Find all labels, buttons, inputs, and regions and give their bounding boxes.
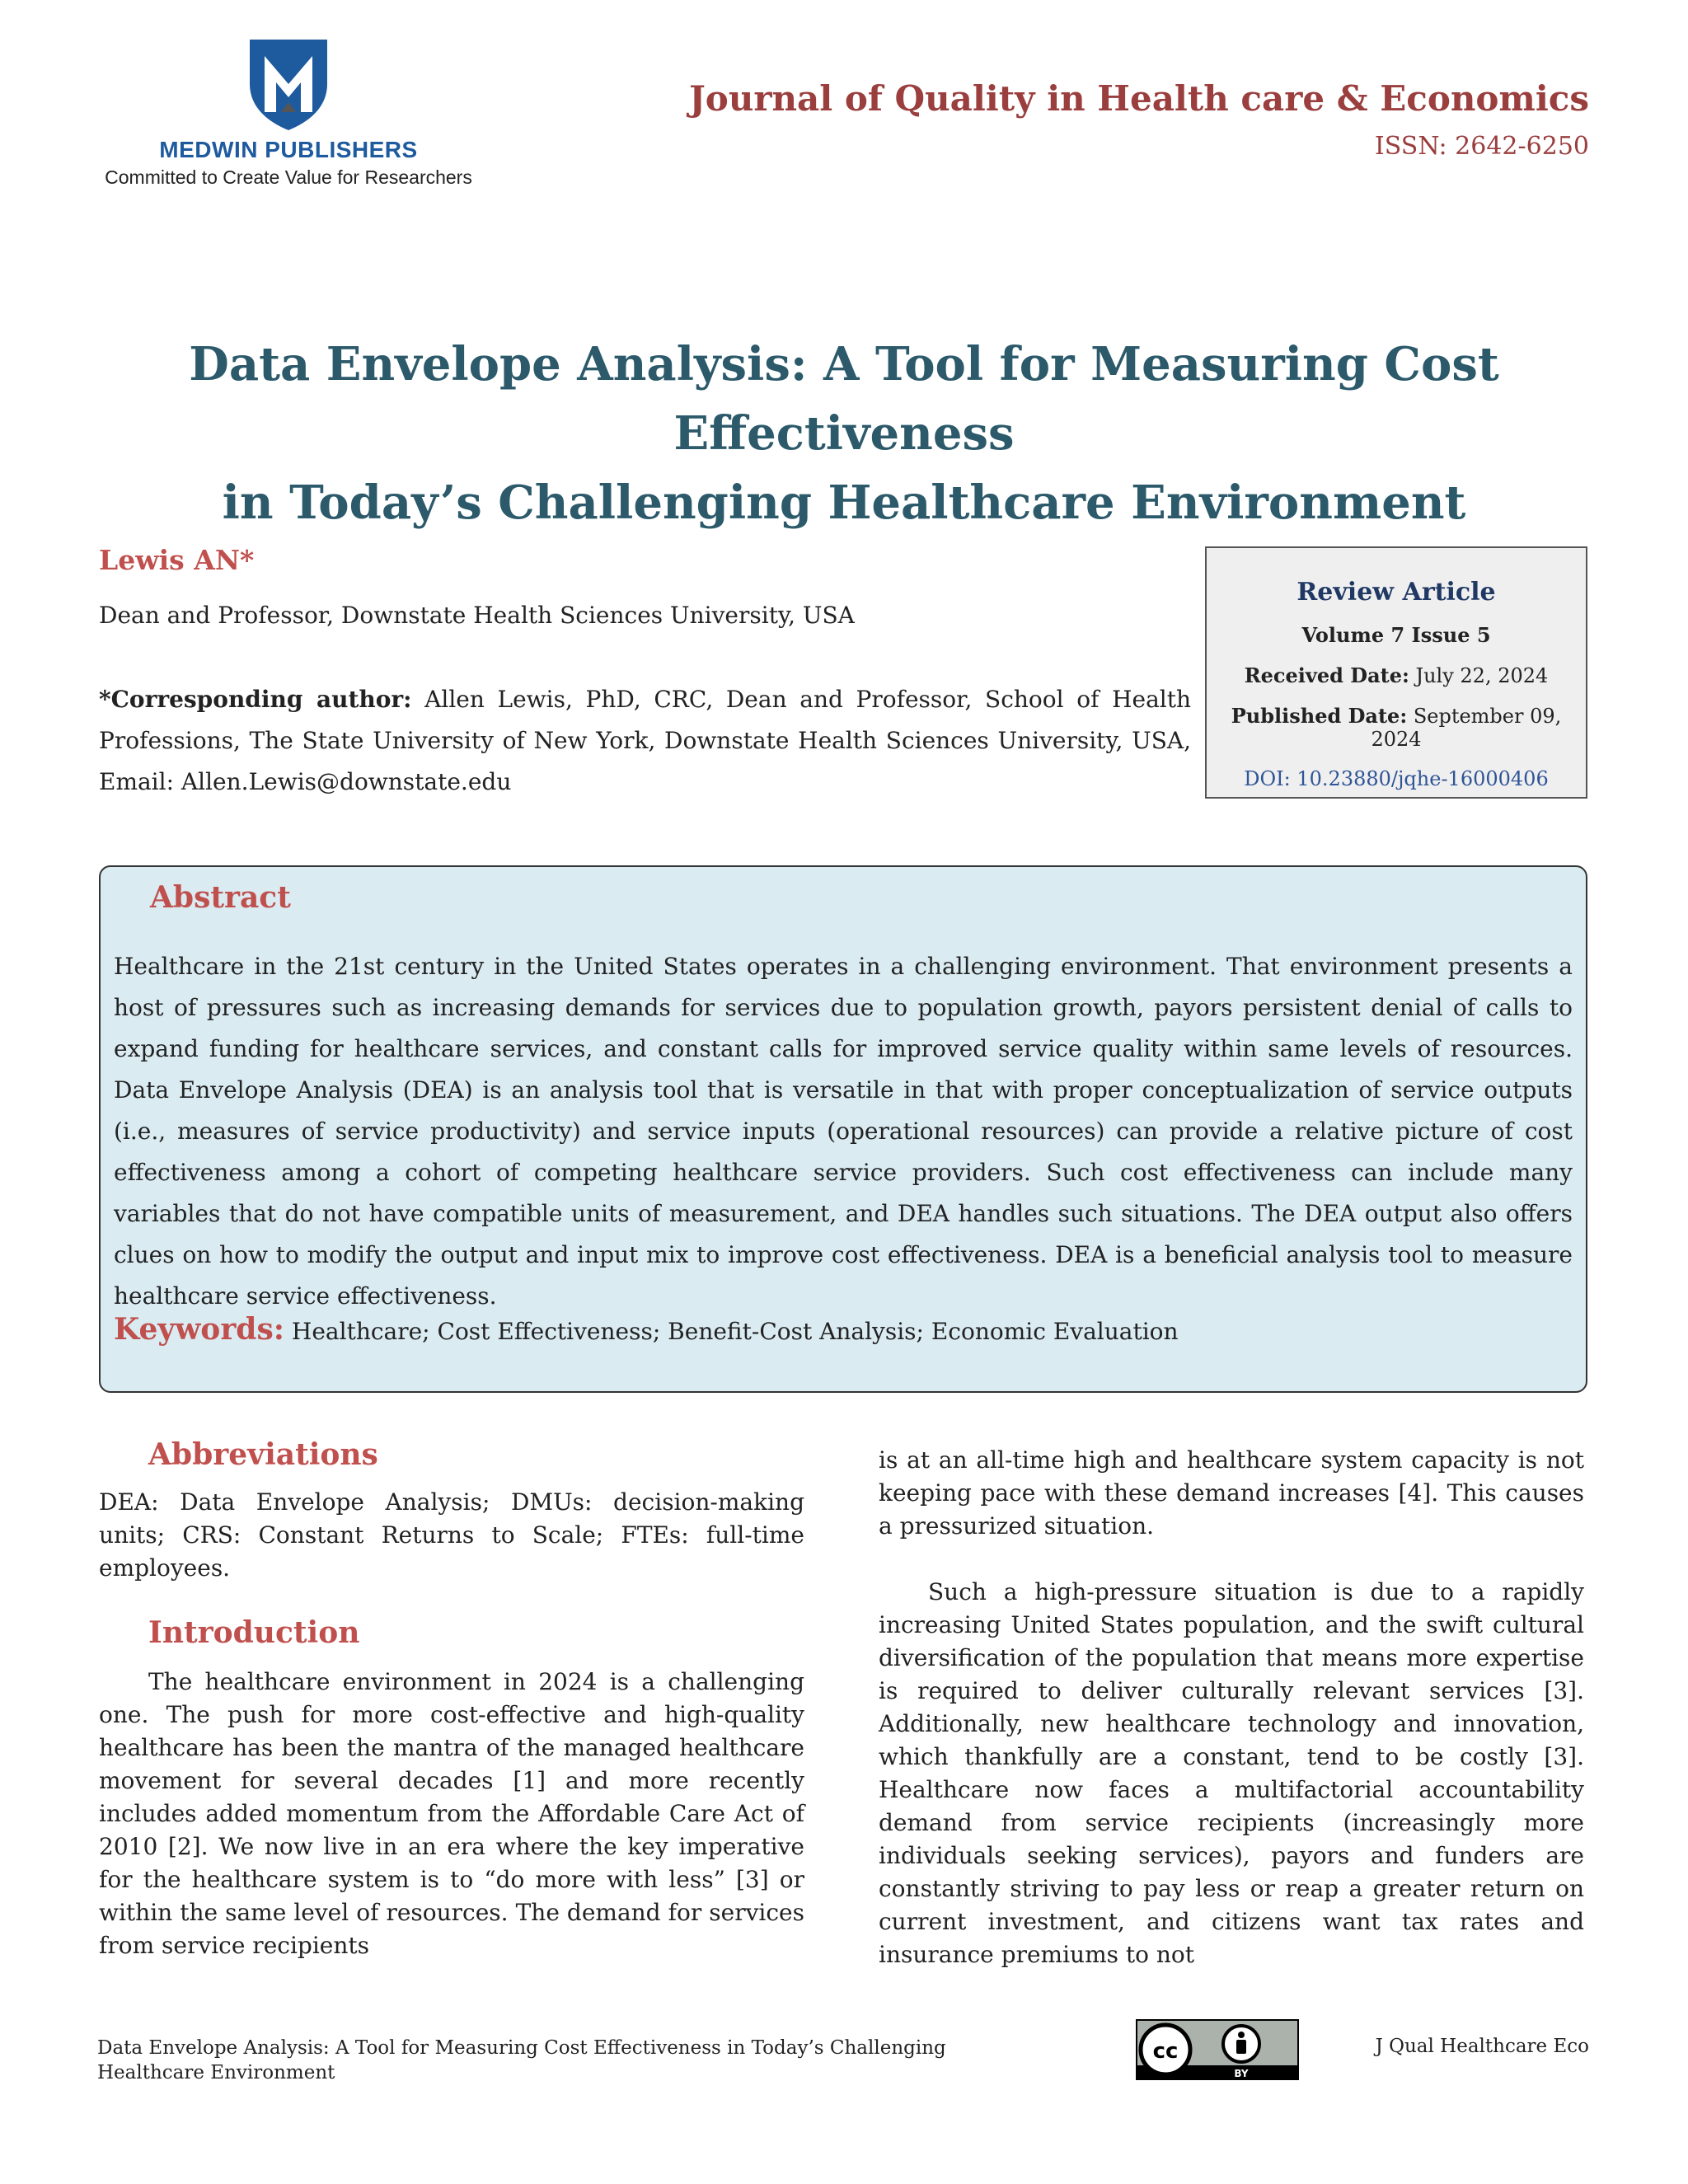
received-date — [1207, 663, 1586, 687]
introduction-heading: Introduction — [148, 1615, 360, 1650]
article-type: Review Article — [1296, 578, 1496, 607]
journal-title: Journal of Quality in Health care & Economics — [688, 78, 1589, 119]
footer-article-title: Data Envelope Analysis: A Tool for Measuring Cost Effectiveness in Today’s Challenging Healthcare Environment — [97, 2037, 946, 2083]
corresponding-author — [99, 679, 1191, 803]
right-paragraph-1: is at an all-time high and healthcare system capacity is not keeping pace with these demand increases [4]. This causes a pressurized situation. — [879, 1446, 1584, 1540]
article-title-line-2: in Today’s Challenging Healthcare Environment — [222, 476, 1466, 530]
journal-issn: ISSN: 2642-6250 — [1374, 132, 1589, 161]
keywords-label: Keywords: — [114, 1312, 285, 1347]
svg-text:cc: cc — [1152, 2039, 1179, 2064]
abstract-text: Healthcare in the 21st century in the United States operates in a challenging environment. That environment presents a host of pressures such as increasing demands for services due to population growth, payors persistent denial of calls to expand funding for healthcare services, and constant calls for improved service quality within same levels of resources. Data Envelope Analysis (DEA) is an analysis tool that is versatile in that with proper conceptualization of service outputs (i.e., measures of service productivity) and service inputs (operational resources) can provide a relative picture of cost effectiveness among a cohort of competing healthcare service providers. Such cost effectiveness can include many variables that do not have compatible units of measurement, and DEA handles such situations. The DEA output also offers clues on how to modify the output and input mix to improve cost effectiveness. DEA is a beneficial analysis tool to measure healthcare service effectiveness. — [114, 953, 1573, 1310]
cc-by-label: BY — [1234, 2068, 1249, 2079]
keywords — [114, 1312, 1179, 1347]
abstract-heading: Abstract — [150, 880, 291, 915]
abbreviations-heading: Abbreviations — [148, 1437, 378, 1472]
medwin-shield-icon — [243, 33, 334, 132]
published-label: Published Date: — [1231, 704, 1408, 728]
publisher-logo — [91, 33, 486, 214]
volume-issue: Volume 7 Issue 5 — [1301, 623, 1491, 647]
received-label: Received Date: — [1244, 663, 1409, 687]
keywords-text: Healthcare; Cost Effectiveness; Benefit-Cost Analysis; Economic Evaluation — [284, 1318, 1179, 1345]
publisher-name: MEDWIN PUBLISHERS — [159, 137, 418, 162]
article-title — [82, 330, 1606, 537]
right-paragraph-2: Such a high-pressure situation is due to a rapidly increasing United States population, and the swift cultural diversification of the population that means more expertise is required to deliver culturally relevant services [3]. Additionally, new healthcare technology and innovation, which thankfully are a constant, tend to be costly [3]. Healthcare now faces a multifactorial accountability demand from service recipients (increasingly more individuals seeking services), payors and funders are constantly striving to pay less or reap a greater return on current investment, and citizens want tax rates and insurance premiums to not — [879, 1578, 1584, 1968]
cc-by-license-badge[interactable] — [1136, 2019, 1299, 2080]
article-info-box — [1205, 546, 1587, 799]
author-affiliation: Dean and Professor, Downstate Health Sciences University, USA — [99, 602, 855, 629]
abstract-box — [99, 865, 1587, 1393]
received-value: July 22, 2024 — [1409, 664, 1549, 687]
corresponding-label: *Corresponding author: — [99, 686, 412, 713]
publisher-tagline: Committed to Create Value for Researchers — [105, 166, 472, 188]
abbreviations-text: DEA: Data Envelope Analysis; DMUs: decision-making units; CRS: Constant Returns to Scale; FTEs: full-time employees. — [99, 1488, 804, 1582]
published-date — [1207, 704, 1586, 751]
article-title-line-1: Data Envelope Analysis: A Tool for Measuring Cost Effectiveness — [189, 337, 1499, 461]
right-column — [879, 1444, 1584, 1971]
corresponding-text: Allen Lewis, PhD, CRC, Dean and Professor, School of Health Professions, The State University of New York, Downstate Health Sciences University, USA, Email: Allen.Lewis@downstate.edu — [99, 686, 1192, 795]
left-column — [99, 1438, 804, 1962]
author-name: Lewis AN* — [99, 544, 255, 576]
doi-link[interactable]: DOI: 10.23880/jqhe-16000406 — [1244, 767, 1549, 790]
published-value: September 09, 2024 — [1371, 705, 1562, 751]
introduction-paragraph-1: The healthcare environment in 2024 is a challenging one. The push for more cost-effective and high-quality healthcare has been the mantra of the managed healthcare movement for several decades [1] and more recently includes added momentum from the Affordable Care Act of 2010 [2]. We now live in an era where the key imperative for the healthcare system is to “do more with less” [3] or within the same level of resources. The demand for services from service recipients — [99, 1668, 804, 1959]
footer-journal-abbrev: J Qual Healthcare Eco — [1375, 2036, 1589, 2057]
